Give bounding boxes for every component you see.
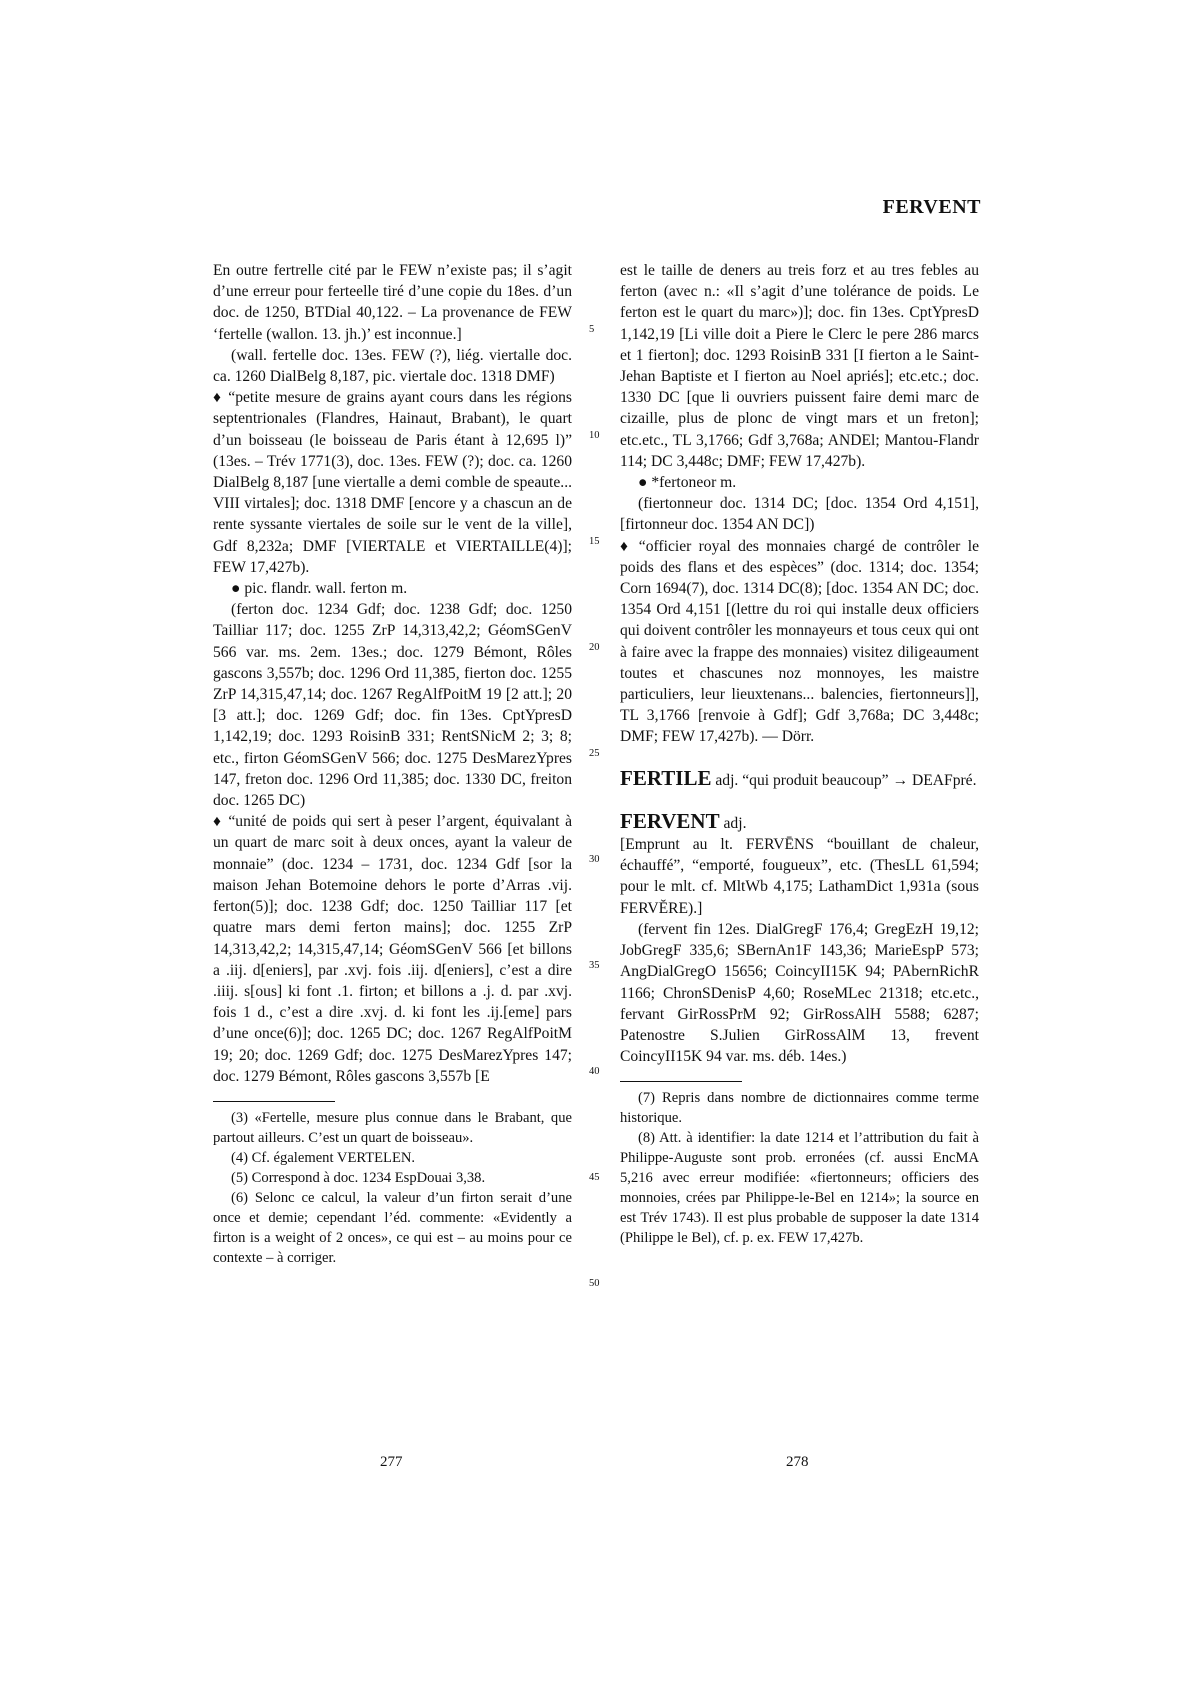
footnote-6: (6) Selonc ce calcul, la valeur d’un firton serait d’une once et demie; cependant l’éd. commente: «Evidently a firton is a weight of 2 onces», ce qui est – au moins pour ce contexte – à corriger. [213,1189,572,1266]
left-column [213,260,572,1268]
footnote-rule [213,1101,335,1102]
left-paragraph-6: ♦ “unité de poids qui sert à peser l’argent, équivalant à un quart de marc soit à deux onces, ayant la valeur de monnaie” (doc. 1234 – 1731, doc. 1234 Gdf [sor la maison Jehan Botemoine dehors le porte d’Arras .vij. ferton(5)]; doc. 1238 Gdf; doc. 1250 Tailliar 117 [et quatre mars demi ferton mains]; doc. 1255 ZrP 14,313,42,2; 14,315,47,14; GéomSGenV 566 [et billons a .iij. d[eniers], par .xvj. fois .iij. d[eniers], c’est a dire .iiij. s[ous] ki font .1. firton; et billons a .j. d. par .xvj. fois 1 d., c’est a dire .xvj. d. ki font les .ij.[eme] pars d’une once(6)]; doc. 1265 DC; doc. 1267 RegAlfPoitM 19; 20; doc. 1269 Gdf; doc. 1275 DesMarezYpres 147; doc. 1279 Bémont, Rôles gascons 3,557b [E [213,813,572,1085]
line-number: 15 [589,536,600,547]
entry-fertile [620,765,979,791]
fervent-pos: adj. [723,814,747,832]
headword-fertile: FERTILE [620,765,712,790]
page-number-right: 278 [786,1454,809,1470]
footnote-rule [620,1081,742,1082]
left-paragraph-4: ● pic. flandr. wall. ferton m. [231,580,408,598]
line-number: 50 [589,1278,600,1289]
footnote-5: (5) Correspond à doc. 1234 EspDouai 3,38. [231,1169,486,1186]
right-paragraph-3: (fiertonneur doc. 1314 DC; [doc. 1354 Ord 4,151], [firtonneur doc. 1354 AN DC]) [620,495,979,534]
line-number: 20 [589,642,600,653]
line-number: 10 [589,430,600,441]
fertile-definition: adj. “qui produit beaucoup” → DEAFpré. [715,771,977,789]
footnote-3: (3) «Fertelle, mesure plus connue dans le Brabant, que partout ailleurs. C’est un quart de boisseau». [213,1109,572,1146]
right-paragraph-5: [Emprunt au lt. FERVĒNS “bouillant de chaleur, échauffé”, “emporté, fougueux”, etc. (ThesLL 61,594; pour le mlt. cf. MltWb 4,175; LathamDict 1,931a (sous FERVĔRE).] [620,836,979,917]
footnote-8: (8) Att. à identifier: la date 1214 et l’attribution du fait à Philippe-Auguste sont prob. erronées (cf. aussi EncMA 5,216 avec erreur modifiée: «fiertonneurs; officiers des monnoies, crées par Philippe-le-Bel en 1214»; la source en est Trév 1743). Il est plus probable de supposer la date 1314 (Philippe le Bel), cf. p. ex. FEW 17,427b. [620,1130,979,1247]
line-number: 25 [589,748,600,759]
line-number: 35 [589,960,600,971]
line-number: 30 [589,854,600,865]
left-paragraph-2: (wall. fertelle doc. 13es. FEW (?), liég. viertalle doc. ca. 1260 DialBelg 8,187, pic. viertale doc. 1318 DMF) [213,346,572,386]
page-number-left: 277 [380,1454,403,1470]
right-paragraph-6: (fervent fin 12es. DialGregF 176,4; GregEzH 19,12; JobGregF 335,6; SBernAn1F 143,36; MarieEspP 573; AngDialGregO 15656; CoincyII15K 94; PAbernRichR 1166; ChronSDenisP 4,60; RoseMLec 21318; etc.etc., fervant GirRossPrM 92; GirRossAlH 5588; 6287; Patenostre S.Julien GirRossAlM 13, frevent CoincyII15K 94 var. ms. déb. 14es.) [620,920,979,1066]
left-paragraph-1: En outre fertrelle cité par le FEW n’existe pas; il s’agit d’une erreur pour ferteelle tiré d’une copie du 18es. d’un doc. de 1250, BTDial 40,122. – La provenance de FEW ‘fertelle (wallon. 13. jh.)’ est inconnue.] [213,262,572,343]
footnote-7: (7) Repris dans nombre de dictionnaires comme terme historique. [620,1090,979,1127]
right-column [620,260,979,1248]
entry-fervent [620,808,979,834]
line-number: 5 [589,324,595,335]
left-paragraph-5: (ferton doc. 1234 Gdf; doc. 1238 Gdf; doc. 1250 Tailliar 117; doc. 1255 ZrP 14,313,42,2; GéomSGenV 566 var. ms. 2em. 13es.; doc. 1279 Bémont, Rôles gascons 3,557b; doc. 1296 Ord 11,385, fierton doc. 1255 ZrP 14,315,47,14; doc. 1267 RegAlfPoitM 19 [2 att.]; 20 [3 att.]; doc. 1269 Gdf; doc. fin 13es. CptYpresD 1,142,19; doc. 1293 RoisinB 331; RentSNicM 2; 3; 8; etc., firton GéomSGenV 566; doc. 1275 DesMarezYpres 147, freton doc. 1296 Ord 11,385; doc. 1330 DC, freiton doc. 1265 DC) [213,601,572,810]
left-footnotes [213,1108,572,1268]
line-number: 45 [589,1172,600,1183]
running-head: FERVENT [882,196,981,218]
headword-fervent: FERVENT [620,808,720,833]
footnote-4: (4) Cf. également VERTELEN. [231,1149,416,1166]
left-paragraph-3: ♦ “petite mesure de grains ayant cours dans les régions septentrionales (Flandres, Hainaut, Brabant), le quart d’un boisseau (le boisseau de Paris étant à 12,695 l)” (13es. – Trév 1771(3), doc. 13es. FEW (?); doc. ca. 1260 DialBelg 8,187 [une viertalle a demi comble de speaute... VIII virtales]; doc. 1318 DMF [encore y a chascun an de rente syssante viertales de soile sur le vent de la ville], Gdf 8,232a; DMF [VIERTALE et VIERTAILLE(4)]; FEW 17,427b). [213,389,572,576]
right-footnotes [620,1088,979,1248]
right-paragraph-2: ● *fertoneor m. [638,474,737,492]
right-paragraph-4: ♦ “officier royal des monnaies chargé de contrôler le poids des flans et des espèces” (doc. 1314; doc. 1354; Corn 1694(7), doc. 1314 DC(8); [doc. 1354 AN DC; doc. 1354 Ord 4,151 [(lettre du roi qui installe deux officiers qui doivent contrôler les monnayeurs et tous ceux qui ont à faire avec la frappe des monnaies) visitez diligeaument toutes et chascunes noz monnoyes, les maistre particuliers, leur lieuxtenans... balencies, fiertonneurs]], TL 3,1766 [renvoie à Gdf]; Gdf 3,768a; DC 3,448c; DMF; FEW 17,427b). — Dörr. [620,537,979,746]
right-paragraph-1: est le taille de deners au treis forz et au tres febles au ferton (avec n.: «Il s’agit d’une tolérance de poids. Le ferton est le quart du marc»)]; doc. fin 13es. CptYpresD 1,142,19 [Li ville doit a Piere le Clerc le pere 286 marcs et 1 fierton]; doc. 1293 RoisinB 331 [I fierton a le Saint-Jehan Baptiste et I fierton au Noel apriés]; etc.etc.; doc. 1330 DC [que li ouvriers puissent faire demi marc de cizaille, plus de plonc de vingt mars et un freton]; etc.etc., TL 3,1766; Gdf 3,768a; ANDEl; Mantou-Flandr 114; DC 3,448c; DMF; FEW 17,427b). [620,262,979,470]
line-number: 40 [589,1066,600,1077]
